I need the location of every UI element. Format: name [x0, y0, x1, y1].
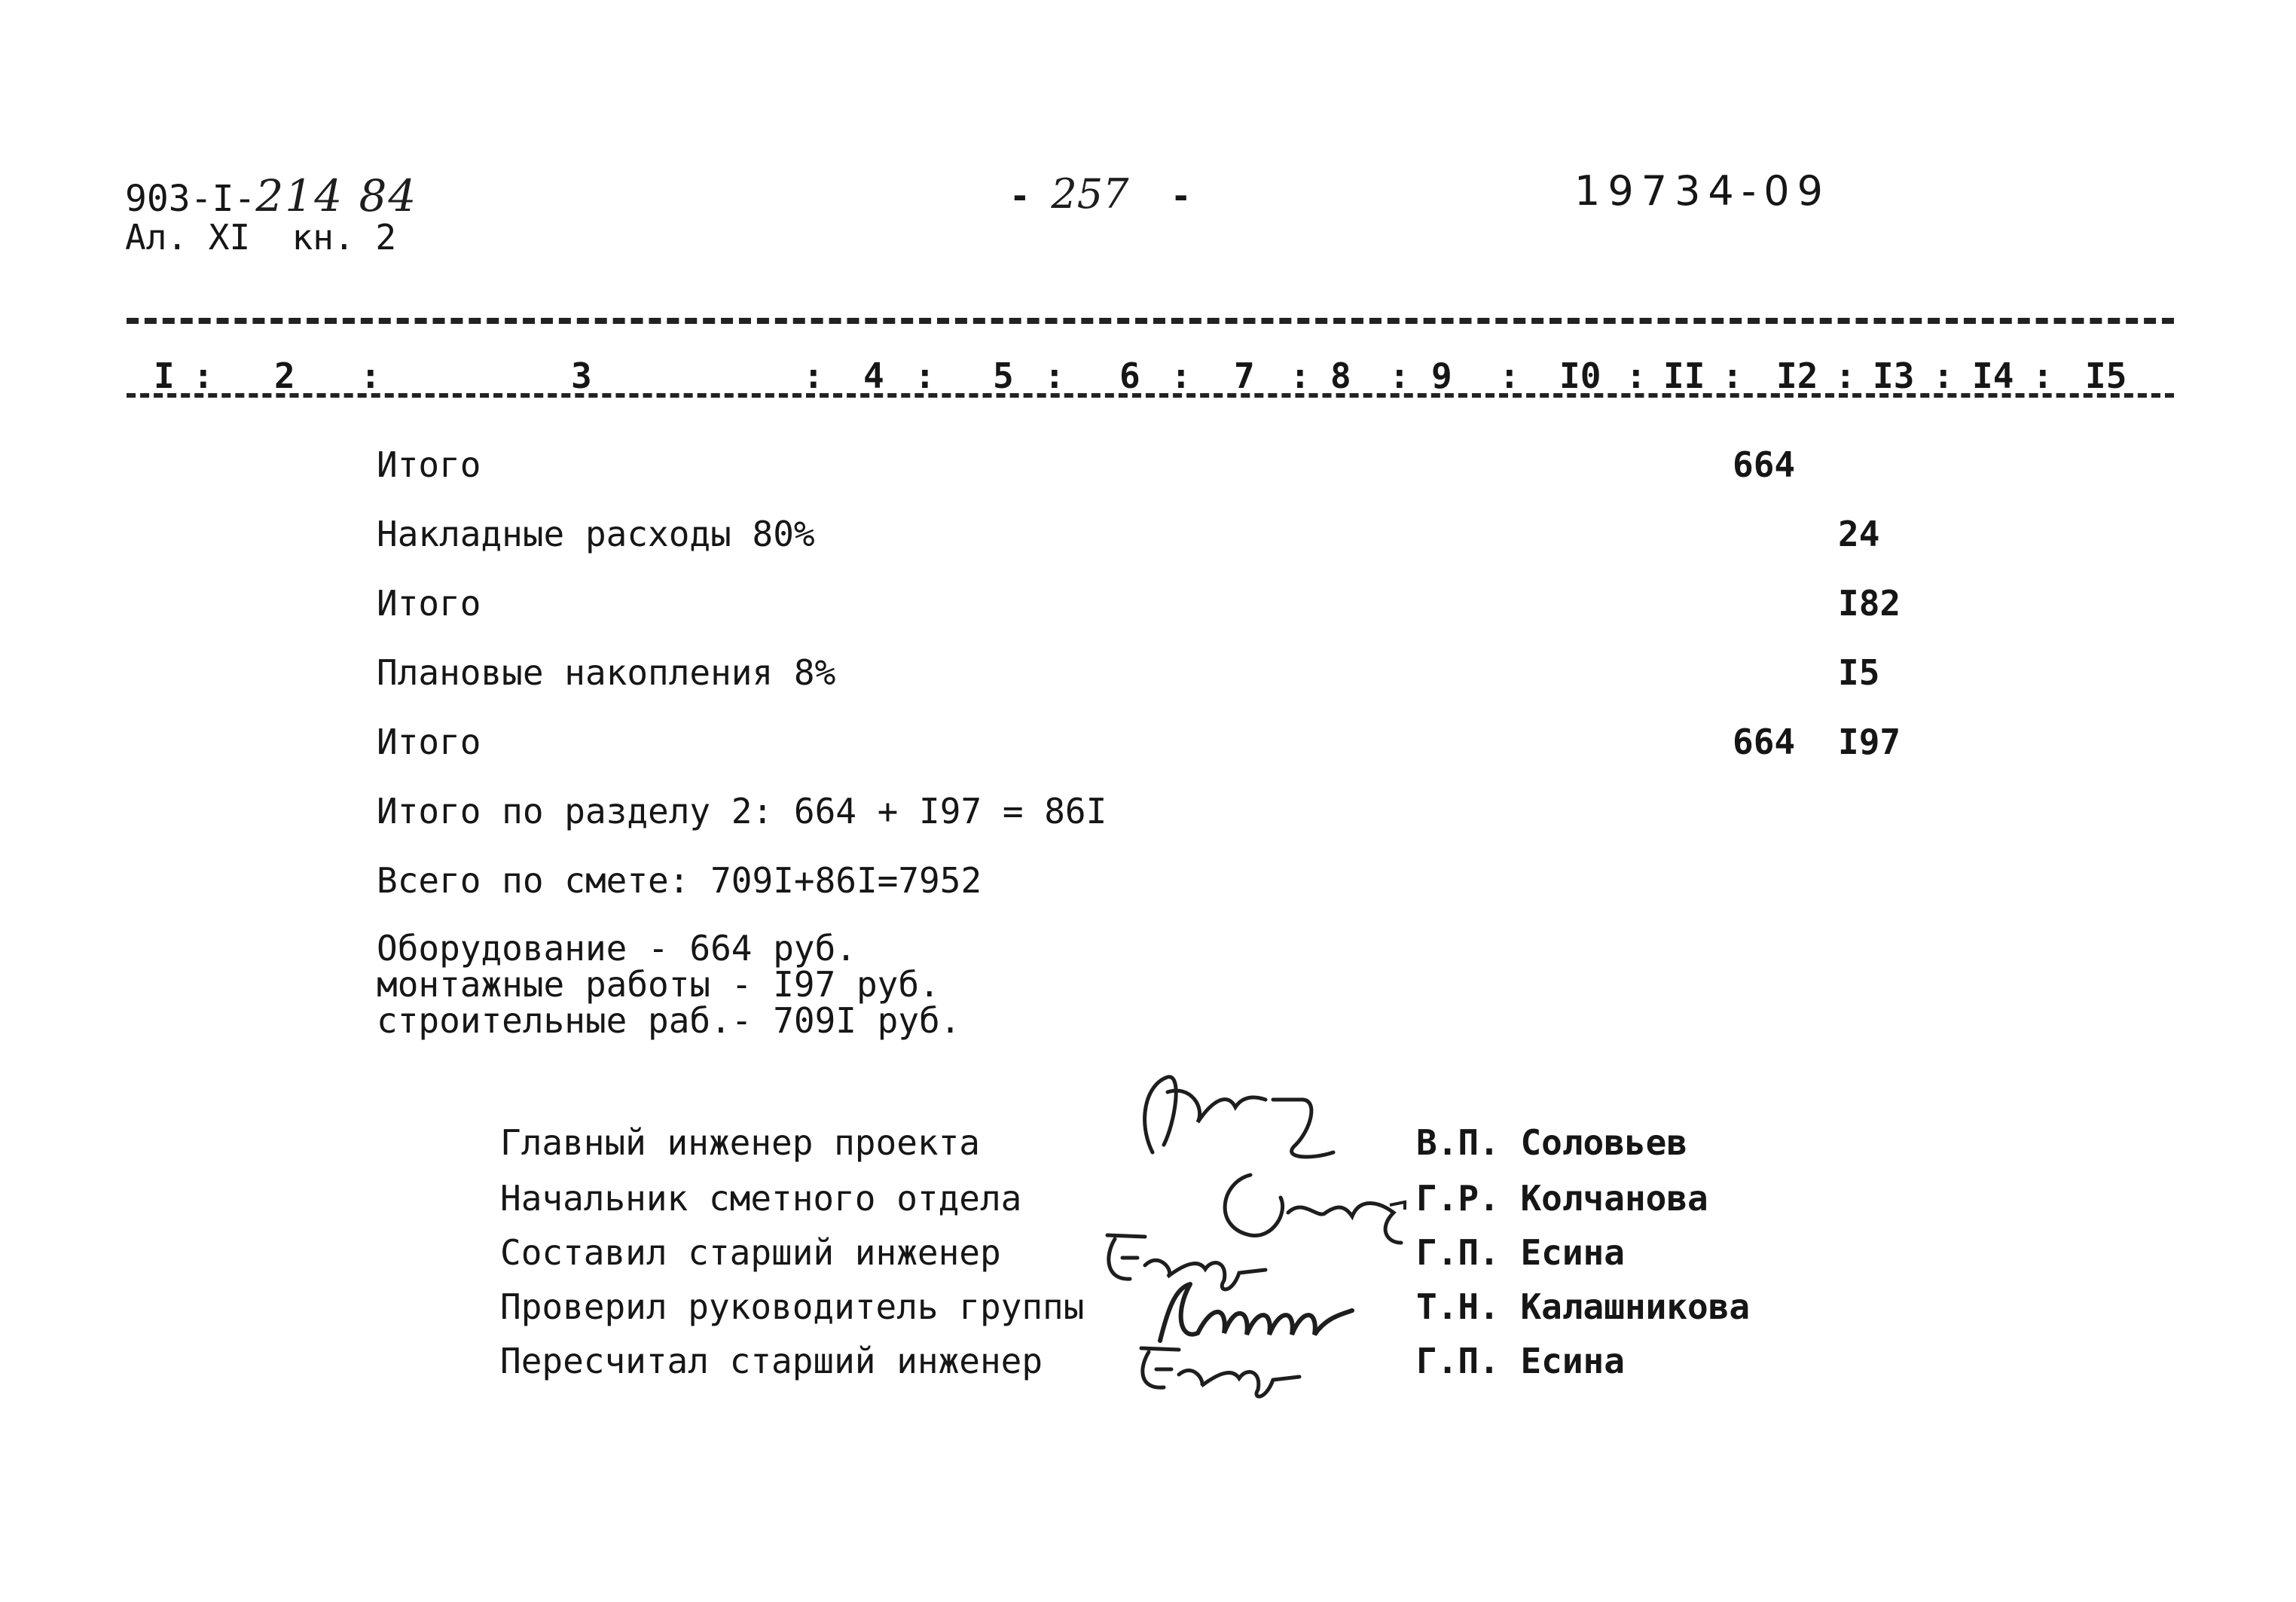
signature-name: Г.П. Есина — [1416, 1232, 1625, 1273]
column-number: I0 — [1559, 355, 1601, 396]
column-separator: : — [803, 355, 824, 396]
column-number: I3 — [1873, 355, 1915, 396]
signature-name: Г.Р. Колчанова — [1416, 1178, 1708, 1219]
column-separator: : — [1499, 355, 1520, 396]
column-separator: : — [1389, 355, 1410, 396]
section-total: Итого по разделу 2: 664 + I97 = 86I — [377, 791, 1107, 832]
row-label: Накладные расходы 80% — [377, 514, 815, 554]
column-separator: : — [1044, 355, 1065, 396]
row-value-works: I5 — [1838, 652, 1880, 693]
column-separator: : — [2032, 355, 2053, 396]
breakdown-installation: монтажные работы - I97 руб. — [377, 964, 940, 1005]
column-number: 8 — [1330, 355, 1351, 396]
row-value-works: 24 — [1838, 514, 1880, 554]
column-separator: : — [1835, 355, 1856, 396]
column-header-underline — [127, 393, 2174, 398]
column-separator: : — [1290, 355, 1311, 396]
column-number: 6 — [1119, 355, 1140, 396]
document-album-book: Ал. XI кн. 2 — [125, 217, 397, 258]
column-number: I4 — [1972, 355, 2014, 396]
column-separator: : — [1933, 355, 1954, 396]
row-value-works: I82 — [1838, 583, 1901, 624]
document-code — [125, 170, 417, 221]
dashed-divider — [127, 318, 2174, 324]
column-separator: : — [1626, 355, 1647, 396]
column-separator: : — [1171, 355, 1192, 396]
column-separator: : — [1722, 355, 1743, 396]
column-number: I2 — [1776, 355, 1818, 396]
signature-role: Проверил руководитель группы — [500, 1286, 1085, 1327]
column-number: II — [1663, 355, 1705, 396]
page-number: - 257 - — [1009, 170, 1192, 218]
archive-number: 19734-09 — [1574, 167, 1830, 215]
breakdown-equipment: Оборудование - 664 руб. — [377, 928, 856, 969]
row-value-works: I97 — [1838, 722, 1901, 762]
column-separator: : — [914, 355, 936, 396]
column-number: 9 — [1431, 355, 1452, 396]
row-label: Итого — [377, 583, 481, 624]
column-header-row — [127, 355, 2174, 401]
column-number: 5 — [993, 355, 1014, 396]
signature-name: Т.Н. Калашникова — [1416, 1286, 1751, 1327]
page-number-value: 257 — [1051, 170, 1129, 218]
row-value-equipment: 664 — [1733, 722, 1796, 762]
signature-role: Начальник сметного отдела — [500, 1178, 1022, 1219]
document-code-prefix: 903-I- — [125, 178, 256, 220]
column-number: I — [154, 355, 175, 396]
column-number: 3 — [571, 355, 592, 396]
column-separator: : — [193, 355, 214, 396]
row-value-equipment: 664 — [1733, 444, 1796, 485]
column-number: I5 — [2085, 355, 2127, 396]
signature-name: Г.П. Есина — [1416, 1341, 1625, 1381]
row-label: Плановые накопления 8% — [377, 652, 836, 693]
signature-role: Главный инженер проекта — [500, 1122, 980, 1163]
signature-role: Пересчитал старший инженер — [500, 1341, 1043, 1381]
column-number: 2 — [274, 355, 295, 396]
column-number: 4 — [863, 355, 884, 396]
signature-role: Составил старший инженер — [500, 1232, 1001, 1273]
column-number: 7 — [1234, 355, 1255, 396]
signature-name: В.П. Соловьев — [1416, 1122, 1688, 1163]
column-separator: : — [360, 355, 381, 396]
document-code-handwritten: 214 84 — [255, 170, 418, 221]
estimate-total: Всего по смете: 709I+86I=7952 — [377, 860, 982, 901]
row-label: Итого — [377, 444, 481, 485]
breakdown-construction: строительные раб.- 709I руб. — [377, 1000, 961, 1041]
signature-mark — [1122, 1333, 1318, 1401]
row-label: Итого — [377, 722, 481, 762]
